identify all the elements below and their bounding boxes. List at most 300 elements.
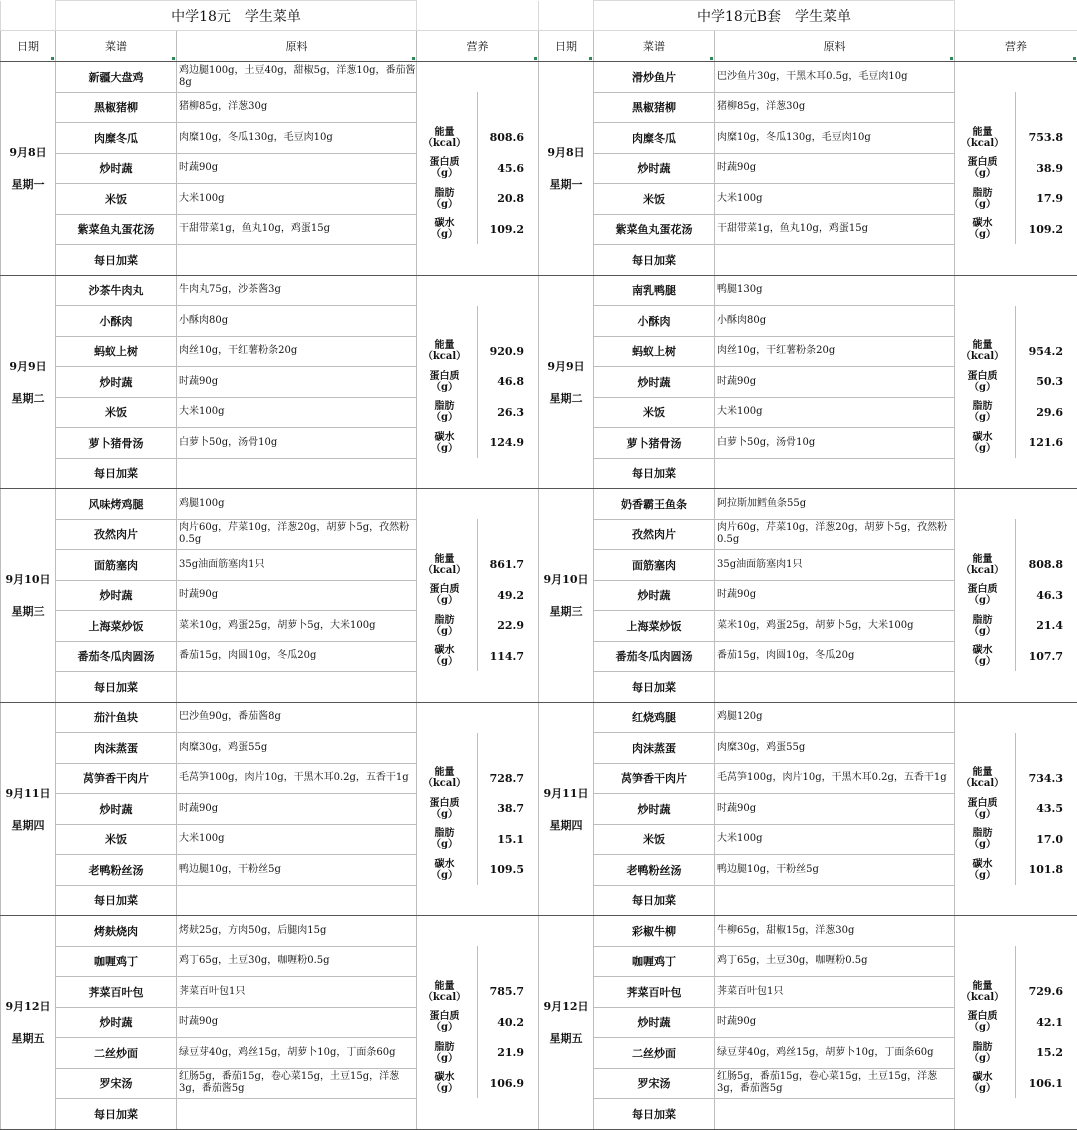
nutrition-cell [955, 702, 1077, 916]
nutrition-label-name: 脂肪 [435, 401, 455, 412]
dish-name: 每日加菜 [56, 672, 177, 703]
nutrition-label-name: 脂肪 [973, 1042, 993, 1053]
date-cell [1, 275, 56, 489]
dish-ingredients [177, 245, 417, 276]
nutrition-column-divider [1015, 92, 1016, 244]
dish-name: 米饭 [594, 397, 715, 428]
dish-name: 老鸭粉丝汤 [56, 855, 177, 886]
dish-ingredients: 大米100g [177, 824, 417, 855]
nutrition-value: 50.3 [1010, 375, 1077, 388]
nutrition-label-unit: （g） [969, 626, 996, 637]
dish-ingredients: 鸡腿120g [715, 702, 955, 733]
nutrition-label-name: 蛋白质 [968, 371, 998, 382]
nutrition-label-unit: （g） [969, 229, 996, 240]
dish-ingredients: 鸡丁65g，土豆30g，咖喱粉0.5g [715, 946, 955, 977]
filter-dropdown-icon[interactable] [172, 57, 175, 60]
dish-ingredients: 大米100g [715, 397, 955, 428]
nutrition-label-unit: （g） [431, 443, 458, 454]
nutrition-label-name: 脂肪 [973, 615, 993, 626]
dish-name: 小酥肉 [594, 306, 715, 337]
nutrition-block [955, 733, 1077, 885]
nutrition-block [955, 946, 1077, 1098]
dish-name: 黑椒猪柳 [56, 92, 177, 123]
date-header[interactable] [539, 31, 594, 62]
nutrition-column-divider [1015, 733, 1016, 885]
nutrition-label [417, 1072, 472, 1094]
nutrition-label-name: 能量 [435, 981, 455, 992]
nutrition-value: 46.3 [1010, 589, 1077, 602]
nutrition-value: 45.6 [472, 162, 538, 175]
day-date: 9月10日 [1, 571, 55, 587]
dish-name: 紫菜鱼丸蛋花汤 [594, 214, 715, 245]
nutrition-label-name: 脂肪 [435, 615, 455, 626]
nutrition-label [955, 432, 1010, 454]
dish-name: 每日加菜 [594, 245, 715, 276]
dish-name: 彩椒牛柳 [594, 916, 715, 947]
nutrition-block [955, 92, 1077, 244]
nutrition-header[interactable] [417, 31, 539, 62]
menu-header[interactable] [56, 31, 177, 62]
dish-ingredients: 菜米10g，鸡蛋25g，胡萝卜5g，大米100g [177, 611, 417, 642]
nutrition-label-name: 碳水 [435, 645, 455, 656]
dish-ingredients: 鸡丁65g，土豆30g，咖喱粉0.5g [177, 946, 417, 977]
ingredients-header[interactable] [715, 31, 955, 62]
nutrition-label-unit: （kcal） [423, 778, 466, 789]
dish-name: 风味烤鸡腿 [56, 489, 177, 520]
nutrition-value: 21.9 [472, 1046, 538, 1059]
filter-dropdown-icon[interactable] [710, 57, 713, 60]
column-header-label: 菜谱 [643, 40, 665, 53]
dish-ingredients: 时蔬90g [715, 580, 955, 611]
nutrition-block [417, 92, 538, 244]
dish-name: 炒时蔬 [56, 580, 177, 611]
nutrition-label [955, 1072, 1010, 1094]
nutrition-label-name: 蛋白质 [968, 584, 998, 595]
dish-ingredients: 肉糜30g，鸡蛋55g [177, 733, 417, 764]
dish-ingredients: 绿豆芽40g，鸡丝15g，胡萝卜10g，丁面条60g [715, 1038, 955, 1069]
nutrition-label-unit: （g） [431, 199, 458, 210]
nutrition-label [417, 828, 472, 850]
nutrition-label-unit: （kcal） [423, 992, 466, 1003]
nutrition-label [417, 584, 472, 606]
nutrition-value: 101.8 [1010, 863, 1077, 876]
date-cell [1, 702, 56, 916]
nutrition-label-unit: （g） [431, 229, 458, 240]
nutrition-label-unit: （g） [969, 1022, 996, 1033]
nutrition-label [955, 798, 1010, 820]
dish-ingredients: 猪柳85g，洋葱30g [715, 92, 955, 123]
dish-name: 每日加菜 [594, 672, 715, 703]
filter-dropdown-icon[interactable] [589, 57, 592, 60]
nutrition-value: 17.9 [1010, 192, 1077, 205]
dish-name: 南乳鸭腿 [594, 275, 715, 306]
nutrition-value: 753.8 [1010, 131, 1077, 144]
nutrition-label-name: 碳水 [973, 1072, 993, 1083]
day-weekday: 星期二 [12, 392, 45, 405]
dish-name: 米饭 [56, 397, 177, 428]
dish-ingredients: 牛肉丸75g，沙茶酱3g [177, 275, 417, 306]
nutrition-label-name: 能量 [973, 554, 993, 565]
dish-ingredients: 鸡腿100g [177, 489, 417, 520]
title-spacer [417, 1, 539, 31]
nutrition-value: 106.9 [472, 1077, 538, 1090]
date-cell [539, 702, 594, 916]
dish-name: 炒时蔬 [56, 794, 177, 825]
dish-ingredients: 番茄15g，肉圆10g，冬瓜20g [177, 641, 417, 672]
day-date: 9月12日 [539, 998, 593, 1014]
nutrition-label [417, 767, 472, 789]
nutrition-label-name: 碳水 [973, 218, 993, 229]
nutrition-label [955, 981, 1010, 1003]
nutrition-label [955, 1042, 1010, 1064]
nutrition-block [955, 519, 1077, 671]
nutrition-value: 109.2 [1010, 223, 1077, 236]
dish-name: 肉沫蒸蛋 [594, 733, 715, 764]
nutrition-label-name: 脂肪 [435, 1042, 455, 1053]
nutrition-block [417, 733, 538, 885]
nutrition-label [417, 1011, 472, 1033]
dish-name: 炒时蔬 [594, 794, 715, 825]
nutrition-block [417, 519, 538, 671]
dish-name: 炒时蔬 [594, 367, 715, 398]
dish-ingredients: 大米100g [715, 824, 955, 855]
nutrition-block [955, 306, 1077, 458]
nutrition-label-unit: （g） [969, 656, 996, 667]
nutrition-label-unit: （kcal） [961, 992, 1004, 1003]
dish-name: 每日加菜 [56, 885, 177, 916]
nutrition-label-name: 能量 [435, 767, 455, 778]
day-date: 9月11日 [1, 785, 55, 801]
dish-name: 二丝炒面 [594, 1038, 715, 1069]
menu-table-b-wrapper [538, 0, 1077, 1130]
nutrition-label-unit: （g） [431, 656, 458, 667]
nutrition-label-unit: （kcal） [961, 778, 1004, 789]
dish-name: 每日加菜 [594, 458, 715, 489]
dish-name: 炒时蔬 [594, 153, 715, 184]
nutrition-column-divider [1015, 306, 1016, 458]
dish-name: 炒时蔬 [594, 580, 715, 611]
dish-name: 莴笋香干肉片 [594, 763, 715, 794]
nutrition-label-name: 碳水 [435, 218, 455, 229]
dish-ingredients: 红肠5g，番茄15g，卷心菜15g，土豆15g，洋葱3g，番茄酱5g [177, 1068, 417, 1099]
nutrition-label-unit: （kcal） [423, 351, 466, 362]
day-weekday: 星期一 [12, 178, 45, 191]
nutrition-label-unit: （g） [969, 870, 996, 881]
nutrition-value: 21.4 [1010, 619, 1077, 632]
dish-ingredients: 肉丝10g，干红薯粉条20g [715, 336, 955, 367]
nutrition-label-name: 蛋白质 [430, 1011, 460, 1022]
dish-ingredients: 鸭腿130g [715, 275, 955, 306]
dish-name: 炒时蔬 [56, 367, 177, 398]
dish-name: 每日加菜 [56, 245, 177, 276]
dish-name: 炒时蔬 [56, 1007, 177, 1038]
dish-name: 沙茶牛肉丸 [56, 275, 177, 306]
dish-name: 红烧鸡腿 [594, 702, 715, 733]
nutrition-label-name: 能量 [435, 127, 455, 138]
dish-ingredients: 白萝卜50g，汤骨10g [177, 428, 417, 459]
dish-name: 面筋塞肉 [56, 550, 177, 581]
dish-ingredients: 肉片60g，芹菜10g，洋葱20g，胡萝卜5g，孜然粉0.5g [177, 519, 417, 550]
dish-ingredients: 肉丝10g，干红薯粉条20g [177, 336, 417, 367]
nutrition-label-unit: （g） [969, 839, 996, 850]
day-date: 9月10日 [539, 571, 593, 587]
nutrition-column-divider [477, 306, 478, 458]
date-cell [1, 489, 56, 703]
dish-ingredients [177, 458, 417, 489]
table-row [539, 916, 1077, 947]
dish-ingredients: 绿豆芽40g，鸡丝15g，胡萝卜10g，丁面条60g [177, 1038, 417, 1069]
filter-dropdown-icon[interactable] [51, 57, 54, 60]
day-weekday: 星期五 [12, 1032, 45, 1045]
dish-ingredients [177, 672, 417, 703]
nutrition-label-unit: （g） [969, 412, 996, 423]
nutrition-cell [955, 275, 1077, 489]
menu-header[interactable] [594, 31, 715, 62]
nutrition-label-unit: （g） [431, 595, 458, 606]
dish-name: 罗宋汤 [56, 1068, 177, 1099]
nutrition-label-name: 脂肪 [973, 828, 993, 839]
table-row [539, 702, 1077, 733]
dish-ingredients [715, 885, 955, 916]
menu-title: 中学18元B套 学生菜单 [594, 1, 955, 31]
dish-ingredients [715, 458, 955, 489]
nutrition-label-unit: （g） [431, 839, 458, 850]
ingredients-header[interactable] [177, 31, 417, 62]
dish-name: 肉糜冬瓜 [594, 123, 715, 154]
nutrition-label-name: 能量 [435, 554, 455, 565]
nutrition-label [417, 188, 472, 210]
column-header-label: 日期 [17, 40, 39, 53]
column-header-label: 菜谱 [105, 40, 127, 53]
nutrition-value: 38.7 [472, 802, 538, 815]
nutrition-label-name: 能量 [973, 767, 993, 778]
date-cell [1, 916, 56, 1130]
dish-name: 炒时蔬 [594, 1007, 715, 1038]
dish-ingredients: 鸡边腿100g，土豆40g，甜椒5g，洋葱10g，番茄酱8g [177, 62, 417, 93]
day-weekday: 星期四 [550, 819, 583, 832]
nutrition-label [955, 645, 1010, 667]
dish-ingredients: 小酥肉80g [177, 306, 417, 337]
nutrition-label-name: 碳水 [435, 859, 455, 870]
nutrition-label [955, 157, 1010, 179]
dish-name: 新疆大盘鸡 [56, 62, 177, 93]
nutrition-value: 43.5 [1010, 802, 1077, 815]
date-cell [539, 916, 594, 1130]
nutrition-label [955, 188, 1010, 210]
nutrition-label [955, 859, 1010, 881]
nutrition-label-name: 蛋白质 [430, 798, 460, 809]
table-row [1, 62, 539, 93]
nutrition-label-unit: （kcal） [423, 565, 466, 576]
dish-ingredients: 猪柳85g，洋葱30g [177, 92, 417, 123]
dish-ingredients: 干甜带菜1g，鱼丸10g，鸡蛋15g [177, 214, 417, 245]
dish-name: 番茄冬瓜肉圆汤 [56, 641, 177, 672]
dish-name: 米饭 [594, 824, 715, 855]
dish-ingredients: 巴沙鱼片30g，干黑木耳0.5g，毛豆肉10g [715, 62, 955, 93]
nutrition-value: 107.7 [1010, 650, 1077, 663]
nutrition-label [417, 218, 472, 240]
nutrition-label [955, 401, 1010, 423]
dish-ingredients: 阿拉斯加鳕鱼条55g [715, 489, 955, 520]
day-date: 9月9日 [539, 358, 593, 374]
nutrition-label-name: 蛋白质 [968, 157, 998, 168]
nutrition-label [417, 340, 472, 362]
nutrition-label [955, 554, 1010, 576]
nutrition-label-name: 碳水 [435, 432, 455, 443]
nutrition-label [417, 157, 472, 179]
nutrition-value: 785.7 [472, 985, 538, 998]
nutrition-cell [417, 275, 539, 489]
nutrition-label-unit: （g） [431, 809, 458, 820]
nutrition-label-name: 脂肪 [435, 188, 455, 199]
dish-name: 蚂蚁上树 [594, 336, 715, 367]
nutrition-label-unit: （g） [431, 1053, 458, 1064]
nutrition-label [417, 127, 472, 149]
day-weekday: 星期三 [12, 605, 45, 618]
dish-name: 蚂蚁上树 [56, 336, 177, 367]
column-header-label: 原料 [824, 40, 846, 53]
column-header-label: 营养 [467, 40, 489, 53]
nutrition-label-name: 蛋白质 [430, 157, 460, 168]
dish-ingredients [177, 885, 417, 916]
nutrition-column-divider [1015, 519, 1016, 671]
dish-ingredients: 干甜带菜1g，鱼丸10g，鸡蛋15g [715, 214, 955, 245]
dish-name: 米饭 [56, 184, 177, 215]
dish-name: 番茄冬瓜肉圆汤 [594, 641, 715, 672]
nutrition-value: 22.9 [472, 619, 538, 632]
nutrition-label-name: 蛋白质 [430, 584, 460, 595]
dish-name: 每日加菜 [56, 458, 177, 489]
dish-name: 罗宋汤 [594, 1068, 715, 1099]
date-cell [539, 62, 594, 276]
dish-ingredients: 时蔬90g [177, 153, 417, 184]
nutrition-label [955, 127, 1010, 149]
nutrition-value: 734.3 [1010, 772, 1077, 785]
nutrition-label-unit: （g） [969, 1053, 996, 1064]
menu-table-a-wrapper [0, 0, 538, 1130]
dish-ingredients: 烤麸25g，方肉50g，后腿肉15g [177, 916, 417, 947]
dish-name: 荠菜百叶包 [594, 977, 715, 1008]
dish-ingredients: 时蔬90g [177, 367, 417, 398]
nutrition-label [417, 554, 472, 576]
nutrition-label-name: 蛋白质 [968, 1011, 998, 1022]
nutrition-column-divider [477, 946, 478, 1098]
nutrition-cell [417, 62, 539, 276]
nutrition-header[interactable] [955, 31, 1077, 62]
dish-ingredients: 鸭边腿10g，干粉丝5g [177, 855, 417, 886]
nutrition-value: 121.6 [1010, 436, 1077, 449]
dish-name: 每日加菜 [594, 885, 715, 916]
dish-name: 紫菜鱼丸蛋花汤 [56, 214, 177, 245]
dish-ingredients: 时蔬90g [177, 580, 417, 611]
dish-name: 上海菜炒饭 [594, 611, 715, 642]
date-header[interactable] [1, 31, 56, 62]
nutrition-value: 109.2 [472, 223, 538, 236]
dish-name: 老鸭粉丝汤 [594, 855, 715, 886]
title-spacer [1, 1, 56, 31]
nutrition-label [417, 645, 472, 667]
filter-dropdown-icon[interactable] [950, 57, 953, 60]
filter-dropdown-icon[interactable] [1073, 57, 1076, 60]
nutrition-value: 17.0 [1010, 833, 1077, 846]
nutrition-cell [955, 489, 1077, 703]
nutrition-cell [417, 702, 539, 916]
dish-ingredients: 时蔬90g [715, 367, 955, 398]
dish-ingredients: 牛柳65g，甜椒15g，洋葱30g [715, 916, 955, 947]
nutrition-value: 26.3 [472, 406, 538, 419]
nutrition-label-name: 碳水 [435, 1072, 455, 1083]
nutrition-label-unit: （kcal） [961, 351, 1004, 362]
nutrition-value: 42.1 [1010, 1016, 1077, 1029]
table-row [1, 275, 539, 306]
nutrition-label-unit: （kcal） [961, 565, 1004, 576]
dish-ingredients: 荠菜百叶包1只 [715, 977, 955, 1008]
dish-name: 炒时蔬 [56, 153, 177, 184]
nutrition-column-divider [477, 733, 478, 885]
nutrition-label-name: 碳水 [973, 645, 993, 656]
dish-ingredients: 巴沙鱼90g，番茄酱8g [177, 702, 417, 733]
nutrition-label-unit: （g） [431, 1083, 458, 1094]
nutrition-column-divider [477, 92, 478, 244]
nutrition-label-unit: （g） [969, 809, 996, 820]
dish-ingredients: 35g油面筋塞肉1只 [177, 550, 417, 581]
filter-dropdown-icon[interactable] [412, 57, 415, 60]
dish-ingredients: 时蔬90g [715, 153, 955, 184]
nutrition-value: 20.8 [472, 192, 538, 205]
nutrition-label-unit: （g） [431, 412, 458, 423]
filter-dropdown-icon[interactable] [534, 57, 537, 60]
nutrition-label-name: 能量 [973, 981, 993, 992]
nutrition-value: 114.7 [472, 650, 538, 663]
nutrition-value: 49.2 [472, 589, 538, 602]
dish-ingredients: 毛莴笋100g，肉片10g，干黑木耳0.2g，五香干1g [715, 763, 955, 794]
nutrition-value: 15.2 [1010, 1046, 1077, 1059]
nutrition-label-unit: （g） [969, 595, 996, 606]
nutrition-label [417, 859, 472, 881]
nutrition-value: 808.6 [472, 131, 538, 144]
title-spacer [955, 1, 1077, 31]
dish-ingredients: 35g油面筋塞肉1只 [715, 550, 955, 581]
nutrition-cell [955, 62, 1077, 276]
nutrition-value: 861.7 [472, 558, 538, 571]
table-row [1, 489, 539, 520]
dish-name: 萝卜猪骨汤 [594, 428, 715, 459]
nutrition-label-name: 脂肪 [973, 188, 993, 199]
nutrition-label-name: 碳水 [973, 859, 993, 870]
column-header-label: 原料 [286, 40, 308, 53]
dish-ingredients [715, 672, 955, 703]
nutrition-label [417, 432, 472, 454]
nutrition-label-unit: （kcal） [423, 138, 466, 149]
title-spacer [539, 1, 594, 31]
dish-ingredients [715, 245, 955, 276]
dish-name: 萝卜猪骨汤 [56, 428, 177, 459]
dish-ingredients: 肉片60g，芹菜10g，洋葱20g，胡萝卜5g，孜然粉0.5g [715, 519, 955, 550]
nutrition-value: 808.8 [1010, 558, 1077, 571]
day-weekday: 星期一 [550, 178, 583, 191]
dish-name: 黑椒猪柳 [594, 92, 715, 123]
table-row [539, 62, 1077, 93]
nutrition-cell [417, 916, 539, 1130]
dish-name: 荠菜百叶包 [56, 977, 177, 1008]
nutrition-label [417, 798, 472, 820]
dish-name: 咖喱鸡丁 [56, 946, 177, 977]
dish-ingredients: 番茄15g，肉圆10g，冬瓜20g [715, 641, 955, 672]
dish-name: 莴笋香干肉片 [56, 763, 177, 794]
nutrition-label [955, 1011, 1010, 1033]
nutrition-label [417, 401, 472, 423]
dish-ingredients: 时蔬90g [715, 1007, 955, 1038]
